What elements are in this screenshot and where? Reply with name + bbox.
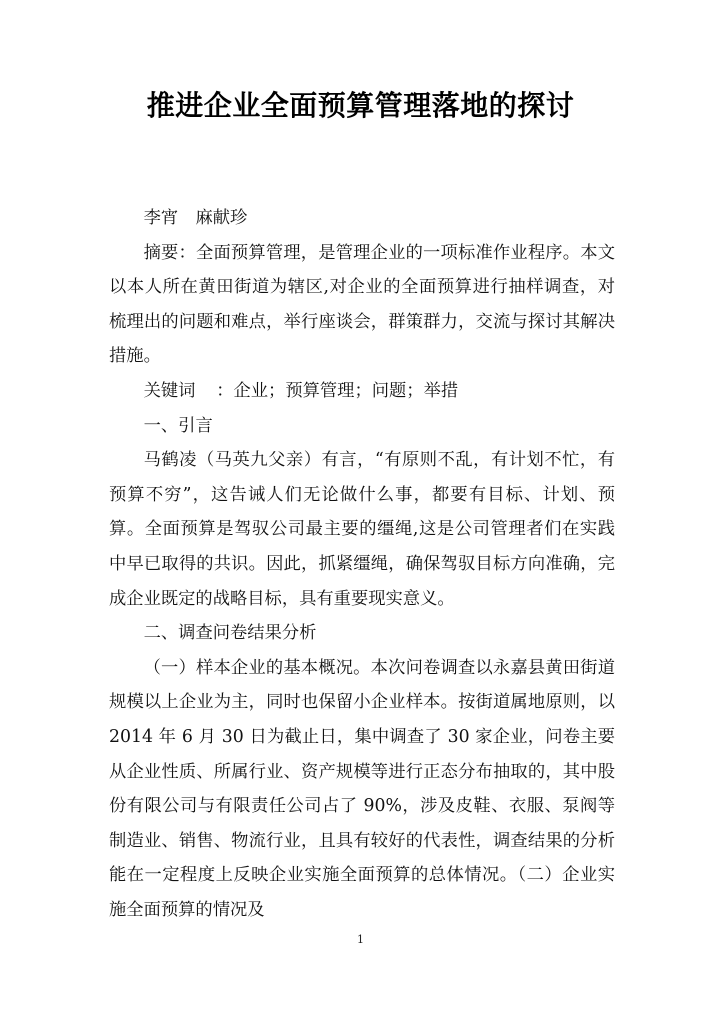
keywords-value: ：企业；预算管理；问题；举措 xyxy=(216,380,459,401)
author-name: 麻献珍 xyxy=(195,208,248,228)
keywords-label: 关键词 xyxy=(143,380,196,401)
document-title: 推进企业全面预算管理落地的探讨 xyxy=(146,89,575,122)
section-heading: 二、调查问卷结果分析 xyxy=(143,623,317,644)
abstract-paragraph: 摘要：全面预算管理，是管理企业的一项标准作业程序。本文以本人所在黄田街道为辖区,对企业的全面预算进行抽样调查，对梳理出的问题和难点，举行座谈会，群策群力，交流与探讨其解决措施。 xyxy=(109,242,615,367)
document-body xyxy=(109,201,615,927)
section-paragraph: （一）样本企业的基本概况。本次问卷调查以永嘉县黄田街道规模以上企业为主，同时也保留小企业样本。按街道属地原则，以 2014 年 6 月 30 日为截止日，集中调查了 30 家企业，问卷主要从企业性质、所属行业、资产规模等进行正态分布抽取的，其中股份有限公司与有限责任公司占了 90%，涉及皮鞋、衣服、泵阀等制造业、销售、物流行业，且具有较好的代表性，调查结果的分析能在一定程度上反映企业实施全面预算的总体情况。（二）企业实施全面预算的情况及 xyxy=(109,657,615,920)
keywords-line xyxy=(109,374,615,409)
author-line xyxy=(109,201,615,236)
section-paragraph: 马鹤凌（马英九父亲）有言，“有原则不乱，有计划不忙，有预算不穷”，这告诫人们无论做什么事，都要有目标、计划、预算。全面预算是驾驭公司最主要的缰绳,这是公司管理者们在实践中早已取得的共识。因此，抓紧缰绳，确保驾驭目标方向准确，完成企业既定的战略目标，具有重要现实意义。 xyxy=(109,450,615,609)
section-heading: 一、引言 xyxy=(143,415,213,436)
page-number: 1 xyxy=(357,933,364,946)
author-name: 李宵 xyxy=(143,208,179,228)
